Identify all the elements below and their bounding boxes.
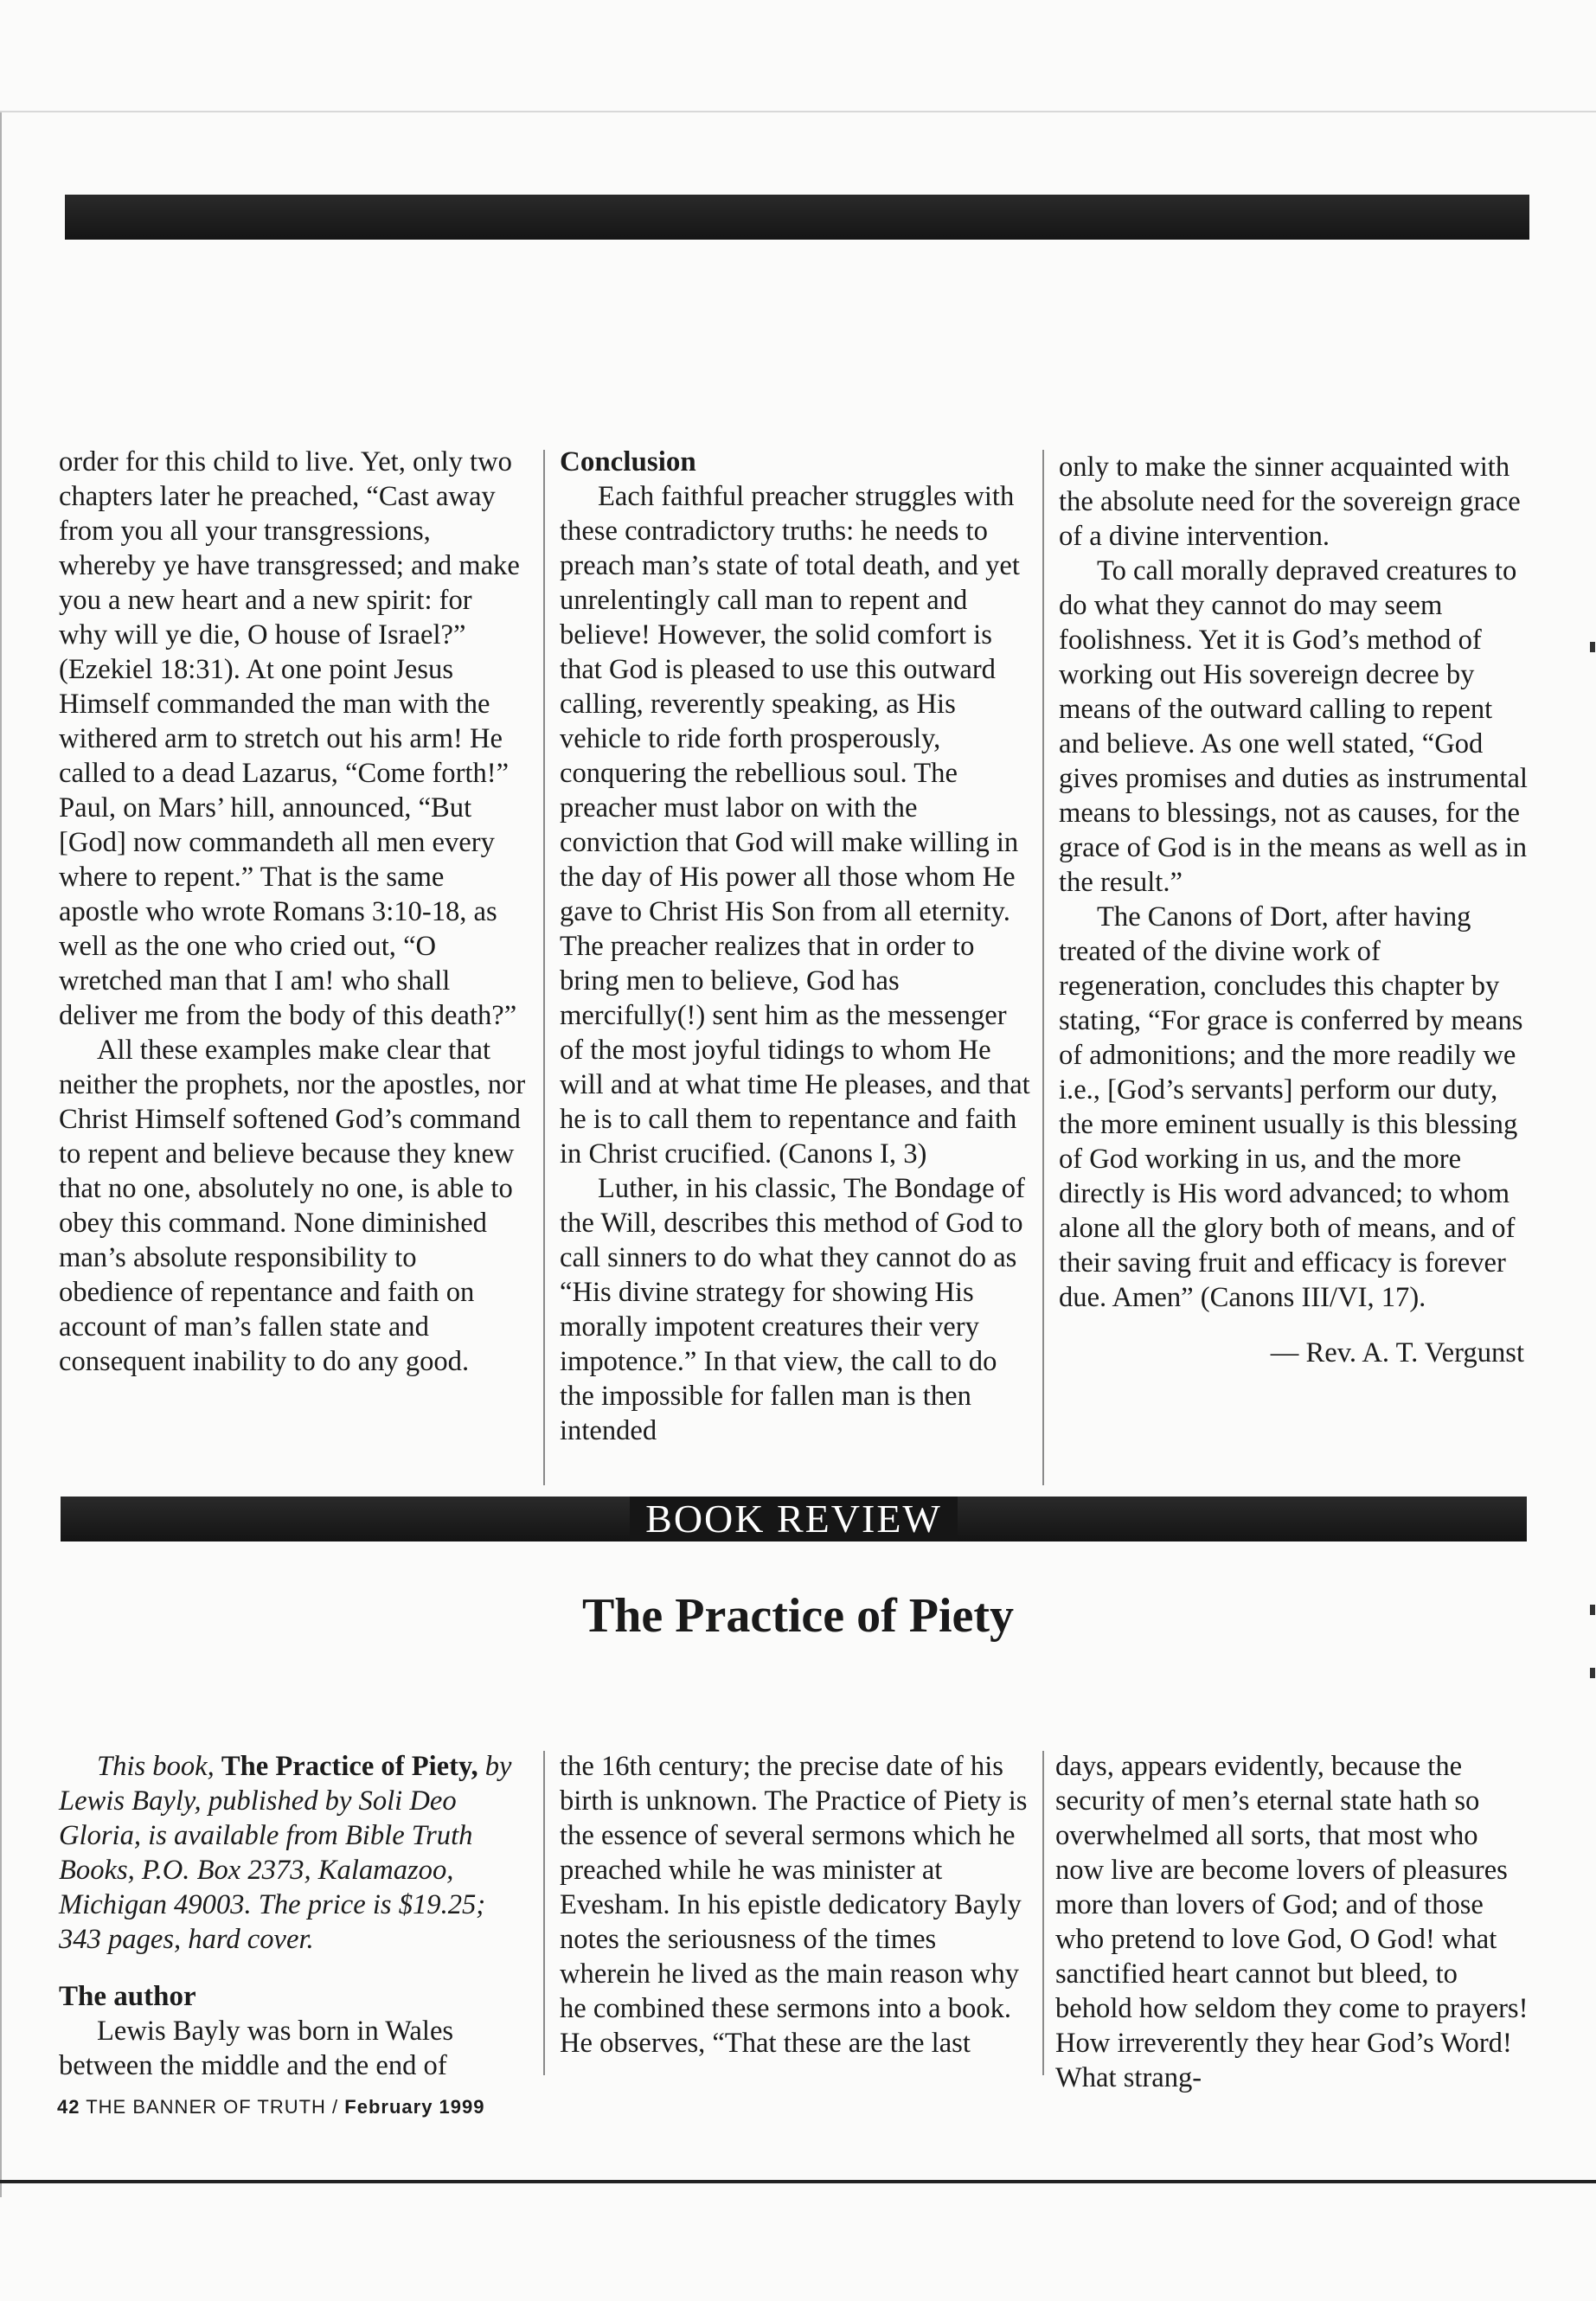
left-page-edge <box>0 112 2 2197</box>
publication-name: THE BANNER OF TRUTH <box>86 2096 326 2118</box>
column-divider <box>543 1751 545 2075</box>
edge-mark <box>1590 1605 1595 1615</box>
conclusion-heading: Conclusion <box>560 446 696 478</box>
paragraph: order for this child to live. Yet, only two chapters later he preached, “Cast away from you all your transgressions, whereby ye have transgressed; and make you a new heart and a new spirit: for why will ye die, O house of Israel?” (Ezekiel 18:31). At one point Jesus Himself commanded the man with the withered arm to stretch out his arm! He called to a dead Lazarus, “Come forth!” Paul, on Mars’ hill, announced, “But [God] now commandeth all men every where to repent.” That is the same apostle who wrote Romans 3:10-18, as well as the one who cried out, “O wretched man that I am! who shall deliver me from the body of this death?” <box>59 446 520 1031</box>
issue-date: February 1999 <box>344 2096 485 2118</box>
author-signature: — Rev. A. T. Vergunst <box>1270 1337 1524 1368</box>
review-column-3 <box>1055 1749 1533 2095</box>
article-column-1 <box>59 445 526 1379</box>
article-title: The Practice of Piety <box>581 1589 1015 1643</box>
paragraph: only to make the sinner acquainted with the absolute need for the sovereign grace of a divine intervention. <box>1059 452 1521 552</box>
paragraph: The Canons of Dort, after having treated of the divine work of regeneration, concludes this chapter by stating, “For grace is conferred by means of admonitions; and the more readily we i.e., [God’s servants] perform our duty, the more eminent usually is this blessing of God working in us, and the more directly is His word advanced; to whom alone all the glory both of means, and of their saving fruit and efficacy is forever due. Amen” (Canons III/VI, 17). <box>1059 901 1523 1313</box>
review-column-1 <box>59 1749 526 2083</box>
paragraph: Lewis Bayly was born in Wales between the middle and the end of <box>59 2016 454 2081</box>
page-number: 42 <box>57 2096 80 2118</box>
section-label: BOOK REVIEW <box>630 1497 958 1541</box>
author-heading: The author <box>59 1981 196 2012</box>
article-column-2 <box>560 445 1034 1448</box>
promo-book-title: The Practice of Piety, <box>221 1751 478 1782</box>
edge-mark <box>1590 1668 1595 1678</box>
edge-mark <box>1590 642 1595 652</box>
paragraph: days, appears evidently, because the security of men’s eternal state hath so overwhelmed all sorts, that most who now live are become lovers of pleasures more than lovers of God; and of those who pretend to love God, O God! what sanctified heart cannot but bleed, to behold how seldom they come to prayers! How irreverently they hear God’s Word! What strang- <box>1055 1751 1529 2093</box>
paragraph: Luther, in his classic, The Bondage of the Will, describes this method of God to call sinners to do what they cannot do as “His divine strategy for showing His morally impotent creatures their very impotence.” In that view, the call to do the impossible for fallen man is then intended <box>560 1173 1025 1446</box>
section-bar <box>61 1497 1527 1541</box>
promo-text: This book, <box>97 1751 221 1782</box>
review-column-2 <box>560 1749 1034 2061</box>
paragraph: Each faithful preacher struggles with these contradictory truths: he needs to preach man’s state of total death, and yet unrelentingly call man to repent and believe! However, the solid comfort is that God is pleased to use this outward calling, reverently speaking, as His vehicle to ride forth prosperously, conquering the rebellious soul. The preacher must labor on with the conviction that God will make willing in the day of His power all those whom He gave to Christ His Son from all eternity. The preacher realizes that in order to bring men to believe, God has mercifully(!) sent him as the messenger of the most joyful tidings to whom He will and at what time He pleases, and that he is to call them to repentance and faith in Christ crucified. (Canons I, 3) <box>560 481 1030 1170</box>
footer-separator: / <box>332 2096 339 2118</box>
bottom-crop-rule <box>0 2180 1596 2183</box>
column-divider <box>1042 450 1044 1485</box>
header-banner-bar <box>65 195 1529 240</box>
top-crop-rule <box>0 111 1596 112</box>
book-info-note <box>59 1749 526 1957</box>
promo-text: by Lewis Bayly, published by Soli Deo Gloria, is available from Bible Truth Books, P.O. Box 2373, Kalamazoo, Michigan 49003. The price is $19.25; 343 pages, hard cover. <box>59 1751 512 1955</box>
page-footer <box>57 2096 485 2118</box>
column-divider <box>543 450 545 1485</box>
article-column-3 <box>1059 450 1533 1370</box>
paragraph: the 16th century; the precise date of his birth is unknown. The Practice of Piety is the essence of several sermons which he preached while he was minister at Evesham. In his epistle dedicatory Bayly notes the seriousness of the times wherein he lived as the main reason why he combined these sermons into a book. He observes, “That these are the last <box>560 1751 1028 2059</box>
paragraph: To call morally depraved creatures to do what they cannot do may seem foolishness. Yet it is God’s method of working out His sovereign decree by means of the outward calling to repent and believe. As one well stated, “God gives promises and duties as instrumental means to blessings, not as causes, for the grace of God is in the means as well as in the result.” <box>1059 555 1528 898</box>
column-divider <box>1042 1751 1044 2075</box>
paragraph: All these examples make clear that neither the prophets, nor the apostles, nor Christ Himself softened God’s command to repent and believe because they knew that no one, absolutely no one, is able to obey this command. None diminished man’s absolute responsibility to obedience of repentance and faith on account of man’s fallen state and consequent inability to do any good. <box>59 1035 526 1377</box>
